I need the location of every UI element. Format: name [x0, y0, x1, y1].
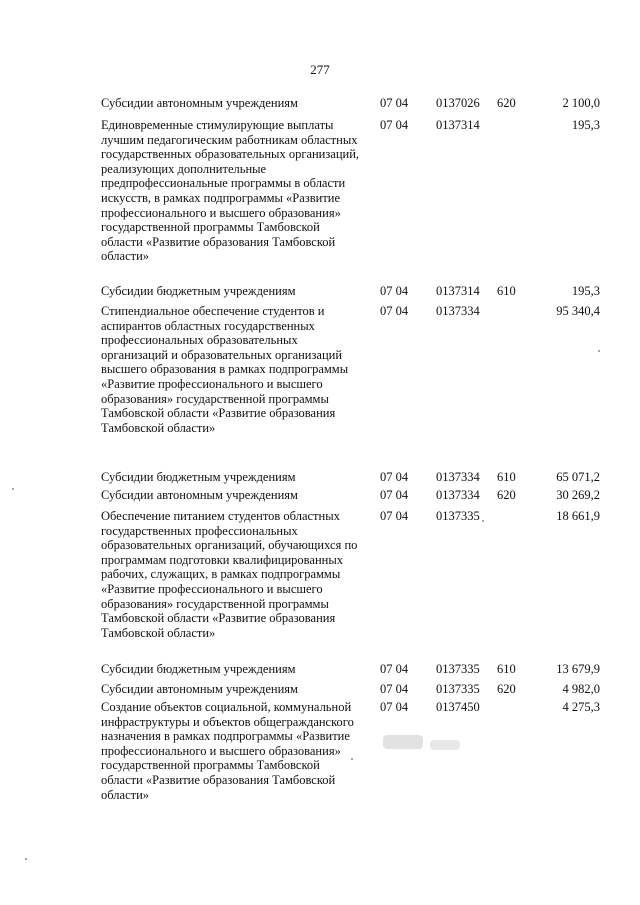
row-amount: 4 982,0: [562, 682, 600, 696]
row-section: 07 04: [380, 509, 409, 523]
row-amount: 2 100,0: [562, 96, 600, 110]
row-name: Субсидии автономным учреждениям: [101, 96, 298, 110]
scan-speck: [351, 758, 353, 760]
row-amount: 13 679,9: [556, 662, 600, 676]
row-name: Субсидии бюджетным учреждениям: [101, 662, 296, 676]
row-name: Единовременные стимулирующие выплаты лучшим педагогическим работникам областных государственных образовательных организаций, реализующих дополнительные предпрофессиональные программы в области искусств, в рамках подпрограммы «Развитие профессионального и высшего образования» государственной программы Тамбовской области «Развитие образования Тамбовской области»: [101, 118, 360, 264]
row-name: Субсидии автономным учреждениям: [101, 682, 298, 696]
row-target: 0137334: [436, 488, 480, 502]
row-name: Стипендиальное обеспечение студентов и аспирантов областных государственных профессиональных образовательных организаций и образовательных организаций высшего образования в рамках подпрограммы «Развитие профессионального и высшего образования» государственной программы Тамбовской области «Развитие образования Тамбовской области»: [101, 304, 349, 435]
scan-speck: [12, 488, 14, 490]
row-target: 0137335: [436, 509, 480, 523]
row-target: 0137314: [436, 118, 480, 132]
scan-speck: [430, 740, 460, 750]
page-number: 277: [310, 62, 330, 77]
row-name: Субсидии автономным учреждениям: [101, 488, 298, 502]
row-amount: 65 071,2: [556, 470, 600, 484]
row-type: 620: [497, 488, 516, 502]
row-section: 07 04: [380, 96, 409, 110]
row-target: 0137335: [436, 662, 480, 676]
row-amount: 195,3: [571, 118, 600, 132]
row-amount: 195,3: [571, 284, 600, 298]
scan-speck: [598, 350, 600, 352]
row-name: Создание объектов социальной, коммунальной инфраструктуры и объектов общегражданского назначения в рамках подпрограммы «Развитие профессионального и высшего образования» государственной программы Тамбовской области «Развитие образования Тамбовской области»: [101, 700, 354, 802]
row-target: 0137026: [436, 96, 480, 110]
row-section: 07 04: [380, 284, 409, 298]
row-type: 610: [497, 470, 516, 484]
row-section: 07 04: [380, 682, 409, 696]
row-target: 0137334: [436, 470, 480, 484]
row-target: 0137335: [436, 682, 480, 696]
row-name: Обеспечение питанием студентов областных государственных профессиональных образовательных организаций, обучающихся по программам подготовки квалифицированных рабочих, служащих, в рамках подпрограммы «Развитие профессионального и высшего образования» государственной программы Тамбовской области «Развитие образования Тамбовской области»: [101, 509, 358, 640]
row-amount: 18 661,9: [556, 509, 600, 523]
row-amount: 95 340,4: [556, 304, 600, 318]
row-type: 610: [497, 284, 516, 298]
scan-speck: [25, 858, 27, 860]
row-type: 620: [497, 96, 516, 110]
row-section: 07 04: [380, 488, 409, 502]
row-amount: 30 269,2: [556, 488, 600, 502]
row-section: 07 04: [380, 118, 409, 132]
row-name: Субсидии бюджетным учреждениям: [101, 470, 296, 484]
scan-speck: [383, 735, 423, 749]
row-section: 07 04: [380, 662, 409, 676]
scan-speck: [482, 520, 484, 522]
row-section: 07 04: [380, 470, 409, 484]
row-type: 620: [497, 682, 516, 696]
row-section: 07 04: [380, 700, 409, 714]
row-target: 0137334: [436, 304, 480, 318]
row-target: 0137314: [436, 284, 480, 298]
row-section: 07 04: [380, 304, 409, 318]
row-target: 0137450: [436, 700, 480, 714]
row-name: Субсидии бюджетным учреждениям: [101, 284, 296, 298]
row-type: 610: [497, 662, 516, 676]
row-amount: 4 275,3: [562, 700, 600, 714]
